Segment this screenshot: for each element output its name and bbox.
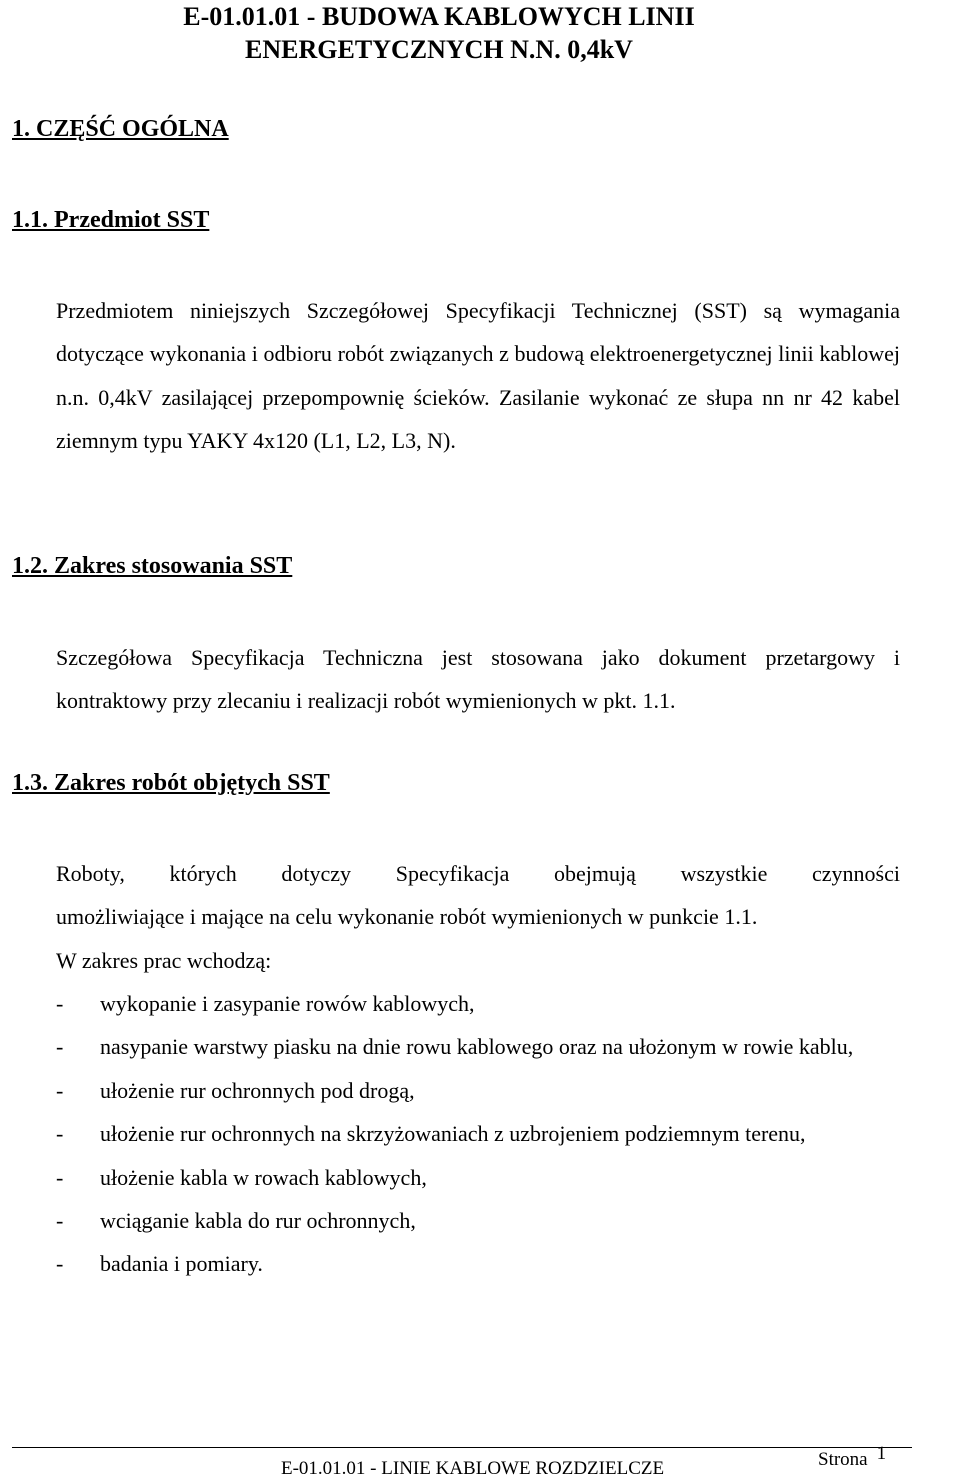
section-heading-main: 1. CZĘŚĆ OGÓLNA [12, 116, 229, 142]
section-paragraph-1-2: Szczegółowa Specyfikacja Techniczna jest stosowana jako dokument przetargowy i kontraktowy przy zlecaniu i realizacji robót wymienionych w pkt. 1.1. [56, 645, 900, 714]
work-scope-list [56, 982, 900, 1286]
footer-document-code: E-01.01.01 - LINIE KABLOWE ROZDZIELCZE [281, 1458, 665, 1479]
section-heading-1-2: 1.2. Zakres stosowania SST [12, 553, 293, 579]
section-heading-1-1: 1.1. Przedmiot SST [12, 207, 210, 233]
list-item: - ułożenie rur ochronnych na skrzyżowaniach z uzbrojeniem podziemnym terenu, [56, 1121, 806, 1147]
page-number: 1 [876, 1443, 887, 1464]
document-title-line2: ENERGETYCZNYCH N.N. 0,4kV [245, 35, 633, 64]
section-paragraph-1-1: Przedmiotem niniejszych Szczegółowej Specyfikacji Technicznej (SST) są wymagania dotyczące wykonania i odbioru robót związanych z budową elektroenergetycznej linii kablowej n.n. 0,4kV zasilającej przepompownię ścieków. Zasilanie wykonać ze słupa nn nr 42 kabel ziemnym typu YAKY 4x120 (L1, L2, L3, N). [56, 298, 900, 454]
list-item: - nasypanie warstwy piasku na dnie rowu kablowego oraz na ułożonym w rowie kablu, [56, 1034, 854, 1060]
section-paragraph-1-3 [56, 852, 900, 982]
paragraph-line: umożliwiające i mające na celu wykonanie robót wymienionych w punkcie 1.1. [56, 904, 758, 930]
list-item: - badania i pomiary. [56, 1251, 263, 1277]
document-title-line1: E-01.01.01 - BUDOWA KABLOWYCH LINII [183, 2, 695, 31]
list-item: - ułożenie kabla w rowach kablowych, [56, 1164, 427, 1190]
paragraph-line: Roboty, których dotyczy Specyfikacja obejmują wszystkie czynności [56, 861, 900, 886]
list-item: - ułożenie rur ochronnych pod drogą, [56, 1077, 415, 1103]
page-label: Strona [818, 1449, 868, 1470]
footer-page-indicator [818, 1443, 887, 1471]
list-item: - wykopanie i zasypanie rowów kablowych, [56, 991, 475, 1016]
footer-divider [12, 1447, 912, 1448]
section-heading-1-3: 1.3. Zakres robót objętych SST [12, 770, 330, 796]
list-item: - wciąganie kabla do rur ochronnych, [56, 1208, 416, 1234]
paragraph-line: W zakres prac wchodzą: [56, 947, 272, 973]
